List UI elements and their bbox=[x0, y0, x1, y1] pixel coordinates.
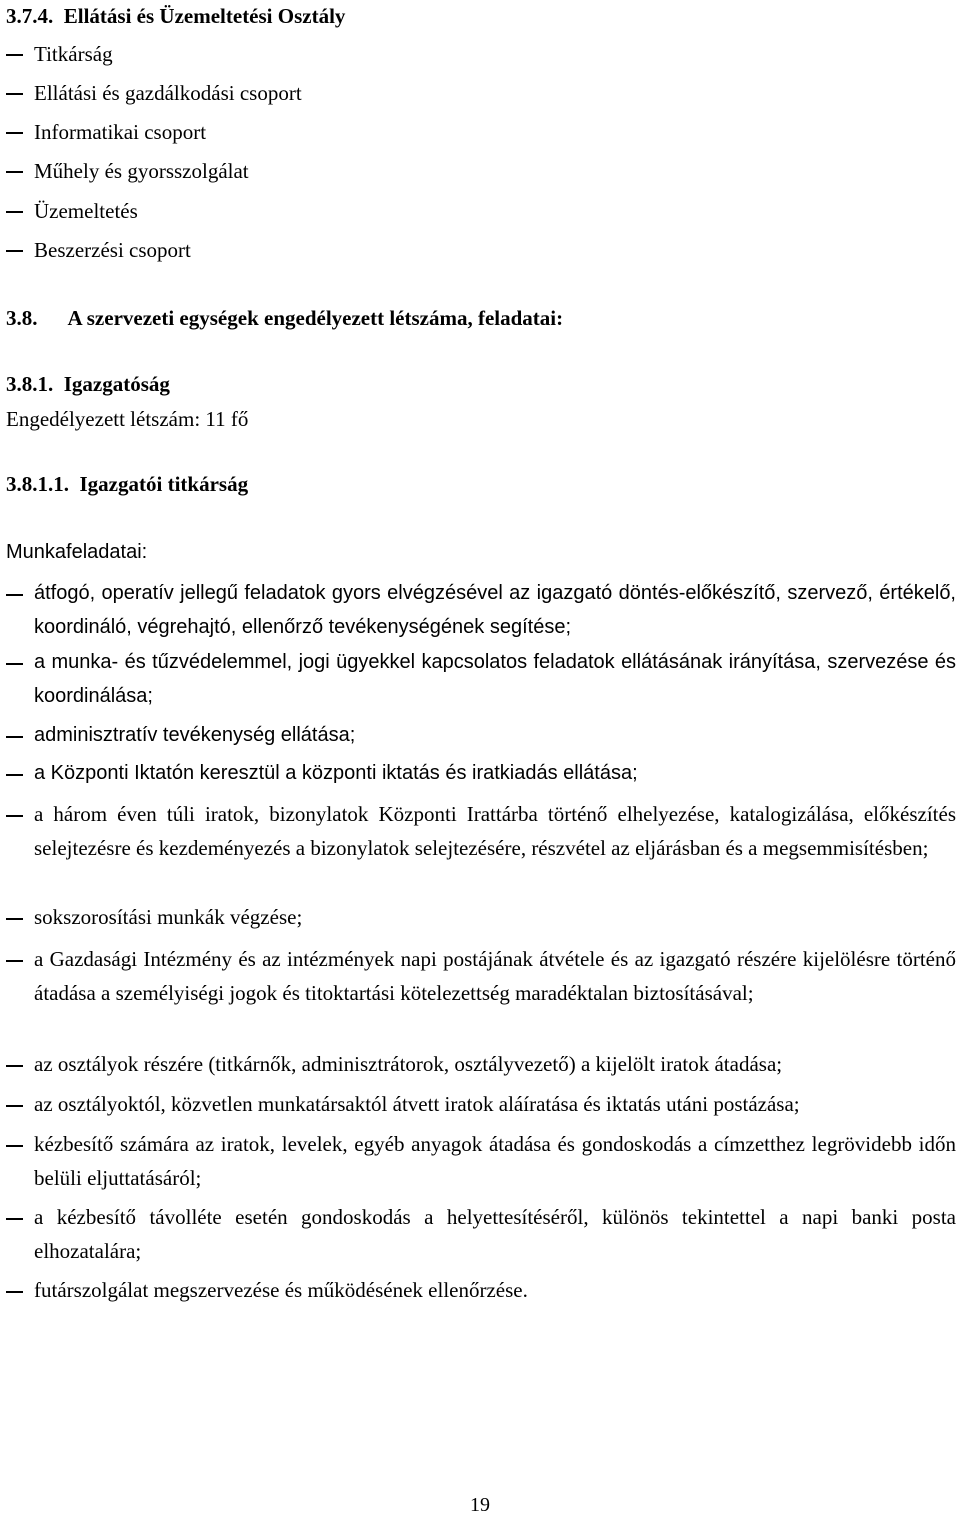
dash-bullet bbox=[6, 663, 23, 665]
dash-bullet bbox=[6, 54, 23, 56]
dash-bullet bbox=[6, 736, 23, 738]
dash-bullet bbox=[6, 1105, 23, 1107]
dash-bullet bbox=[6, 960, 23, 962]
list-item-text: Ellátási és gazdálkodási csoport bbox=[34, 81, 302, 105]
section-38-heading bbox=[6, 306, 563, 330]
dash-bullet bbox=[6, 815, 23, 817]
dash-bullet bbox=[6, 1065, 23, 1067]
headcount-text: Engedélyezett létszám: 11 fő bbox=[6, 407, 249, 431]
task-item bbox=[6, 1053, 956, 1081]
section-381-number: 3.8.1. bbox=[6, 372, 54, 396]
section-381-title: Igazgatóság bbox=[63, 372, 170, 396]
task-text: adminisztratív tevékenység ellátása; bbox=[34, 724, 356, 746]
task-text: a három éven túli iratok, bizonylatok Központi Irattárba történő elhelyezése, katalogizálása, előkészítés selejtezésre és kezdeményezés a bizonylatok selejtezésére, részvétel az eljárásban és a megsemmisítésben; bbox=[34, 802, 956, 860]
list-item-text: Titkárság bbox=[34, 42, 113, 66]
task-text: az osztályok részére (titkárnők, adminisztrátorok, osztályvezető) a kijelölt iratok átadása; bbox=[34, 1052, 783, 1076]
dash-bullet bbox=[6, 1145, 23, 1147]
section-381-heading bbox=[6, 372, 170, 396]
task-item bbox=[6, 724, 956, 752]
task-item bbox=[6, 948, 956, 1010]
task-text: a kézbesítő távolléte esetén gondoskodás a helyettesítéséről, különös tekintettel a napi banki posta elhozatalára; bbox=[34, 1205, 956, 1263]
section-374-number: 3.7.4. bbox=[6, 4, 54, 28]
dash-bullet bbox=[6, 132, 23, 134]
section-38-title: A szervezeti egységek engedélyezett létszáma, feladatai: bbox=[67, 306, 564, 330]
task-item bbox=[6, 1206, 956, 1268]
task-text: az osztályoktól, közvetlen munkatársaktól átvett iratok aláíratása és iktatás utáni postázása; bbox=[34, 1092, 800, 1116]
section-3811-title: Igazgatói titkárság bbox=[79, 472, 249, 496]
dash-bullet bbox=[6, 1218, 23, 1220]
task-text: a Központi Iktatón keresztül a központi iktatás és iratkiadás ellátása; bbox=[34, 762, 638, 784]
task-text: a Gazdasági Intézmény és az intézmények napi postájának átvétele és az igazgató részére kijelölésre történő átadása a személyiségi jogok és titoktartási kötelezettség maradéktalan biztosításával; bbox=[34, 947, 956, 1005]
task-text: kézbesítő számára az iratok, levelek, egyéb anyagok átadása és gondoskodás a címzetthez legrövidebb időn belüli eljuttatásáról; bbox=[34, 1132, 956, 1190]
section-38-number: 3.8. bbox=[6, 306, 38, 330]
task-item bbox=[6, 651, 956, 713]
task-item bbox=[6, 762, 956, 790]
dash-bullet bbox=[6, 171, 23, 173]
tasks-heading: Munkafeladatai: bbox=[6, 541, 148, 563]
task-item bbox=[6, 906, 956, 934]
dash-bullet bbox=[6, 1291, 23, 1293]
section-374-heading bbox=[6, 4, 345, 28]
page-number: 19 bbox=[470, 1494, 490, 1516]
section-3811-number: 3.8.1.1. bbox=[6, 472, 69, 496]
dash-bullet bbox=[6, 918, 23, 920]
task-text: sokszorosítási munkák végzése; bbox=[34, 905, 303, 929]
task-item bbox=[6, 1133, 956, 1195]
dash-bullet bbox=[6, 93, 23, 95]
task-text: futárszolgálat megszervezése és működésének ellenőrzése. bbox=[34, 1278, 528, 1302]
task-item bbox=[6, 1093, 956, 1121]
list-item-text: Beszerzési csoport bbox=[34, 238, 191, 262]
task-text: átfogó, operatív jellegű feladatok gyors elvégzésével az igazgató döntés-előkészítő, szervező, értékelő, koordináló, végrehajtó, ellenőrző tevékenységének segítése; bbox=[34, 582, 956, 638]
task-text: a munka- és tűzvédelemmel, jogi ügyekkel kapcsolatos feladatok ellátásának irányítása, szervezése és koordinálása; bbox=[34, 651, 956, 707]
section-374-title: Ellátási és Üzemeltetési Osztály bbox=[63, 4, 346, 28]
list-item-text: Műhely és gyorsszolgálat bbox=[34, 159, 249, 183]
task-item bbox=[6, 582, 956, 644]
dash-bullet bbox=[6, 594, 23, 596]
list-item-text: Informatikai csoport bbox=[34, 120, 207, 144]
task-item bbox=[6, 1279, 956, 1307]
section-3811-heading bbox=[6, 472, 248, 496]
list-item-text: Üzemeltetés bbox=[34, 199, 138, 223]
dash-bullet bbox=[6, 211, 23, 213]
dash-bullet bbox=[6, 774, 23, 776]
task-item bbox=[6, 803, 956, 865]
dash-bullet bbox=[6, 250, 23, 252]
